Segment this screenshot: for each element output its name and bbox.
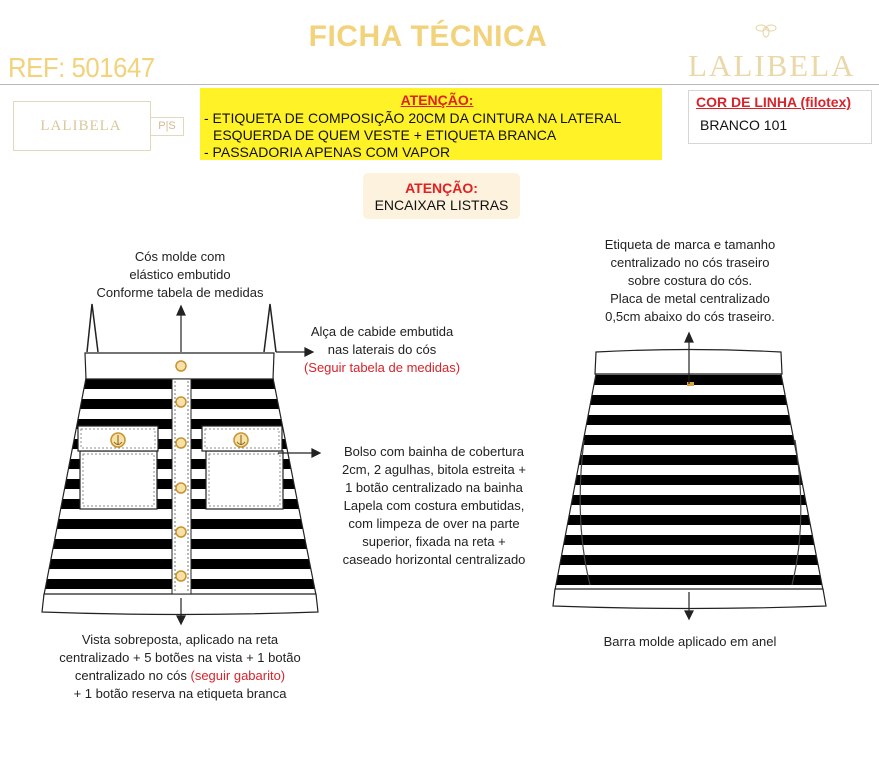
anchor-button-icon: [234, 433, 248, 447]
page-title: FICHA TÉCNICA: [308, 20, 548, 53]
pocket-note: [318, 443, 550, 569]
anchor-button-icon: [111, 433, 125, 447]
size-label: P|S: [150, 117, 184, 136]
attention-line: ESQUERDA DE QUEM VESTE + ETIQUETA BRANCA: [213, 127, 557, 143]
attention-title: ATENÇÃO:: [400, 92, 474, 108]
note-line: [30, 667, 330, 685]
back-label-note: [570, 236, 810, 326]
placket-note: [30, 631, 330, 703]
note-text-red: (seguir gabarito): [190, 668, 286, 683]
metal-plate-icon: [687, 382, 694, 386]
brand-logo: LALIBELA: [688, 48, 856, 83]
front-left-pocket: [78, 426, 158, 509]
back-view: [540, 333, 840, 619]
thread-color-value: BRANCO 101: [700, 117, 788, 133]
hanger-loop-note: [278, 323, 486, 377]
note-line: 1 botão centralizado na bainha: [345, 480, 523, 495]
note-line: centralizado no cós traseiro: [610, 255, 770, 270]
note-line: Alça de cabide embutida: [310, 324, 454, 339]
note-line: centralizado + 5 botões na vista + 1 botão: [59, 650, 301, 665]
note-line: caseado horizontal centralizado: [342, 552, 526, 567]
brand-label-text: LALIBELA: [40, 118, 122, 134]
note-line: superior, fixada na reta +: [362, 534, 506, 549]
attention-line: - PASSADORIA APENAS COM VAPOR: [204, 144, 451, 160]
note-line: Lapela com costura embutidas,: [343, 498, 525, 513]
note-line-red: (Seguir tabela de medidas): [303, 360, 461, 375]
hem-note: [570, 633, 810, 651]
note-line: 2cm, 2 agulhas, bitola estreita +: [342, 462, 526, 477]
note-line: com limpeza de over na parte: [348, 516, 520, 531]
note-line: + 1 botão reserva na etiqueta branca: [73, 686, 287, 701]
note-line: Barra molde aplicado em anel: [603, 634, 777, 649]
front-right-pocket: [202, 426, 283, 509]
note-line: Conforme tabela de medidas: [96, 285, 264, 300]
note-line: Placa de metal centralizado: [610, 291, 770, 306]
note-line: Etiqueta de marca e tamanho: [604, 237, 776, 252]
stripes-attention-title: ATENÇÃO:: [405, 180, 478, 196]
front-hem: [42, 594, 318, 615]
stripes-attention-text: ENCAIXAR LISTRAS: [374, 197, 509, 213]
thread-color-title: COR DE LINHA (filotex): [696, 94, 852, 110]
note-text: centralizado no cós: [74, 668, 187, 683]
note-line: sobre costura do cós.: [627, 273, 753, 288]
note-line: Cós molde com: [134, 249, 226, 264]
note-line: Vista sobreposta, aplicado na reta: [81, 632, 279, 647]
note-line: elástico embutido: [129, 267, 231, 282]
waistband-note: [60, 248, 300, 302]
attention-line: - ETIQUETA DE COMPOSIÇÃO 20CM DA CINTURA NA LATERAL: [204, 110, 622, 126]
note-line: 0,5cm abaixo do cós traseiro.: [605, 309, 775, 324]
reference-code: REF: 501647: [8, 52, 155, 83]
note-line: nas laterais do cós: [327, 342, 437, 357]
note-line: Bolso com bainha de cobertura: [344, 444, 524, 459]
